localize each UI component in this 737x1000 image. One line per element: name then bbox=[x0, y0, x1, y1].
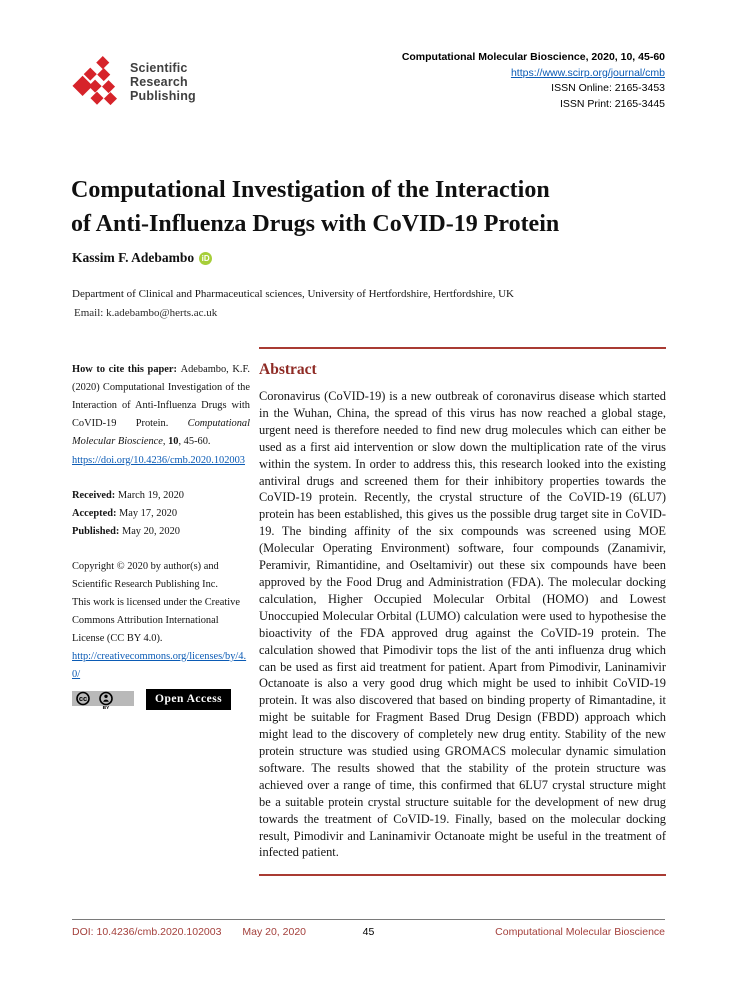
cc-license-link[interactable]: http://creativecommons.org/licenses/by/4.0/ bbox=[72, 651, 247, 680]
cc-by-text: BY bbox=[102, 705, 110, 709]
article-title-line1: Computational Investigation of the Interaction bbox=[71, 177, 550, 204]
footer bbox=[72, 926, 665, 938]
citation-separator: , bbox=[162, 436, 169, 447]
author-affiliation: Department of Clinical and Pharmaceutical sciences, University of Hertfordshire, Hertfordshire, UK bbox=[72, 288, 514, 300]
email-label: Email: bbox=[74, 307, 107, 319]
publisher-name-line3: Publishing bbox=[130, 89, 196, 103]
publisher-name-line1: Scientific bbox=[130, 61, 188, 75]
author-line bbox=[72, 250, 212, 266]
article-title-line2: of Anti-Influenza Drugs with CoVID-19 Protein bbox=[71, 211, 560, 238]
cc-by-badge-icon[interactable] bbox=[72, 691, 134, 709]
email-address: k.adebambo@herts.ac.uk bbox=[106, 307, 218, 319]
copyright-text-2: This work is licensed under the Creative Commons Attribution International License (CC BY 4.0). bbox=[72, 597, 240, 644]
doi-link[interactable]: https://doi.org/10.4236/cmb.2020.102003 bbox=[72, 455, 245, 466]
citation-volume: 10 bbox=[168, 436, 179, 447]
abstract-column bbox=[259, 347, 666, 876]
issn-print: ISSN Print: 2165-3445 bbox=[559, 97, 665, 110]
received-label: Received: bbox=[72, 490, 118, 501]
copyright-block bbox=[72, 558, 250, 710]
footer-doi: DOI: 10.4236/cmb.2020.102003 bbox=[72, 926, 222, 938]
abstract-heading: Abstract bbox=[259, 361, 317, 378]
srp-diamonds-icon bbox=[72, 56, 122, 108]
article-title bbox=[71, 173, 676, 241]
sidebar bbox=[72, 361, 250, 710]
svg-text:cc: cc bbox=[78, 693, 88, 703]
author-name: Kassim F. Adebambo bbox=[72, 250, 195, 265]
abstract-text: Coronavirus (CoVID-19) is a new outbreak of coronavirus disease which started in the Wuhan, China, the spread of this virus has now reached a global stage, urgent need is therefore needed to find new drug molecules which can either be used as a first aid intervention or slow down the multiplication rate of the virus within the system. In order to address this, this research looked into the existing antiviral drugs and screened them for their inhibitory properties towards the CoVID-19 protein. Recently, the crystal structure of the CoVID-19 (6LU7) protein has been established, this gives us the possible drug target site in CoVID-19. The binding affinity of the six compounds was screened using MOE (Molecular Operating Environment) software, four compounds (Zanamivir, Peramivir, Rimantidine, and Oseltamivir) out these six compounds have been approved by the Food Drug and Administration (FDA). The molecular docking calculation, Higher Occupied Molecular Orbital (HOMO) and Lowest Unoccupied Molecular Orbital (LUMO) calculation were used to hypothesise the bioactivity of the FDA approved drug against the CoVID-19 protein. The calculation showed that Pimodivir tops the list of the anti influenza drug which can be used as first aid treatment for patient. Apart from Pimodivir, Laninamivir Octanoate is also a very good drug which might be used to inhibit CoVID-19 protein. It was also discovered that based on binding property of Rimantadine, it might be suitable for Fragment Based Drug Design (FBDD) approach which might lead to the discovery of completely new drug entity. Stability of the new protein structure was studied using GROMACS molecular dynamic simulation software. The results showed that the stability of the protein structure was achieved over a range of time, this confirmed that 6LU7 crystal structure might be a suitable protein crystal structure suitable for the development of new drug towards the treatment of CoVID-19. Finally, based on the molecular docking result, Pimodivir and Laninamivir Octanoate might be useful in the treatment of infected patient. bbox=[259, 389, 666, 860]
journal-url-link[interactable]: https://www.scirp.org/journal/cmb bbox=[510, 66, 665, 79]
license-badges bbox=[72, 689, 250, 710]
open-access-badge[interactable]: Open Access bbox=[146, 689, 231, 710]
accepted-label: Accepted: bbox=[72, 508, 120, 519]
footer-page-number: 45 bbox=[362, 926, 375, 938]
publisher-logo bbox=[72, 56, 196, 108]
citation-pages: , 45-60. bbox=[178, 436, 211, 447]
journal-citation-line: Computational Molecular Bioscience, 2020, 10, 45-60 bbox=[401, 51, 665, 63]
dates-block bbox=[72, 487, 250, 541]
accepted-date: May 17, 2020 bbox=[119, 508, 178, 519]
journal-header-meta bbox=[402, 50, 665, 112]
bottom-red-rule bbox=[259, 874, 666, 876]
published-line bbox=[72, 523, 250, 541]
how-to-cite-block bbox=[72, 361, 250, 451]
author-email-line bbox=[74, 307, 217, 319]
received-date: March 19, 2020 bbox=[117, 490, 184, 501]
orcid-id-icon[interactable]: iD bbox=[199, 252, 212, 265]
accepted-line bbox=[72, 505, 250, 523]
footer-journal-name: Computational Molecular Bioscience bbox=[495, 926, 665, 938]
top-red-rule bbox=[259, 347, 666, 349]
footer-date: May 20, 2020 bbox=[242, 926, 307, 938]
published-date: May 20, 2020 bbox=[121, 526, 180, 537]
published-label: Published: bbox=[72, 526, 122, 537]
citation-text: Adebambo, K.F. (2020) Computational Investigation of the Interaction of Anti-Influenza Drugs with CoVID-19 Protein. bbox=[72, 364, 251, 429]
copyright-text-1: Copyright © 2020 by author(s) and Scientific Research Publishing Inc. bbox=[72, 561, 219, 590]
publisher-name-line2: Research bbox=[130, 75, 188, 89]
citation-journal-italic: Computational Molecular Bioscience bbox=[72, 418, 250, 447]
footer-divider bbox=[72, 919, 665, 920]
issn-online: ISSN Online: 2165-3453 bbox=[551, 82, 665, 94]
publisher-name bbox=[130, 61, 196, 103]
received-line bbox=[72, 487, 250, 505]
how-to-cite-label: How to cite this paper: bbox=[72, 364, 181, 375]
